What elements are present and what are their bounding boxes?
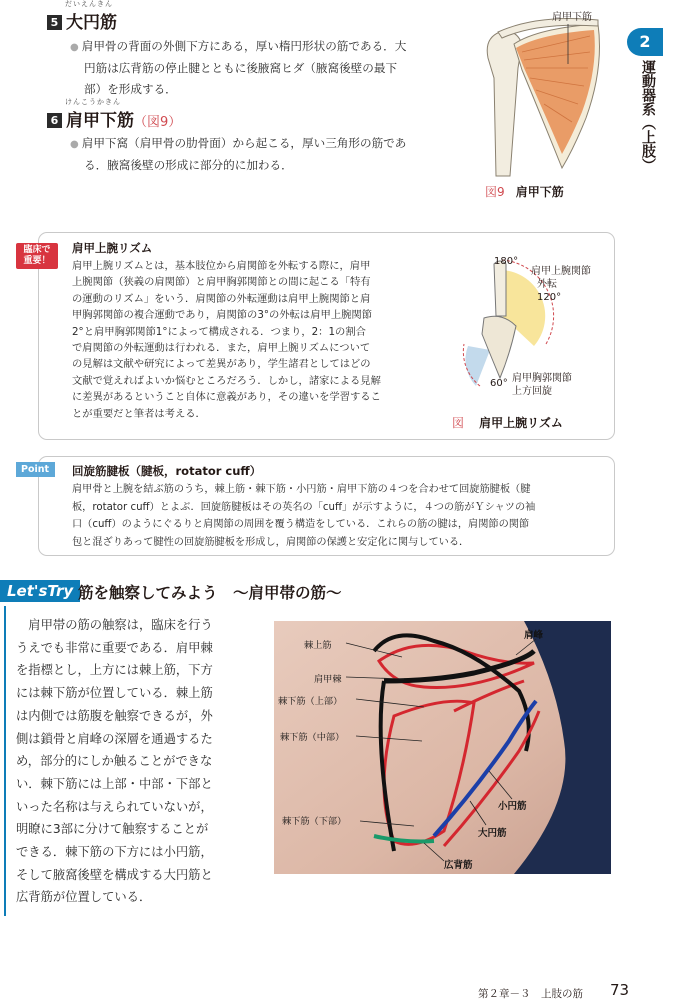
clinical-line: 上腕関節（狭義の肩関節）と肩甲胸郭関節との間に起こる「特有 xyxy=(72,276,371,289)
bullet-icon: ● xyxy=(70,42,79,53)
clinical-label xyxy=(16,243,58,269)
st-label xyxy=(512,372,572,398)
photo-label-infraspinatus-upper: 棘下筋（上部） xyxy=(278,696,343,707)
section-5-body xyxy=(70,36,450,100)
lets-try-line: 側は鎖骨と肩峰の深層を通過するた xyxy=(16,731,213,746)
photo-label-spine: 肩甲棘 xyxy=(314,674,342,685)
page-number: 73 xyxy=(610,981,630,999)
photo-label-infraspinatus-middle: 棘下筋（中部） xyxy=(280,732,345,743)
section-5-line: 部）を形成する． xyxy=(84,82,177,96)
lets-try-line: いった名称は与えられていないが， xyxy=(16,799,213,814)
figure-9-label: 肩甲下筋 xyxy=(552,12,592,23)
clinical-line: に差異があるということ自体に意義があり，その違いを学習するこ xyxy=(72,391,381,404)
lets-try-line: め，部分的にしか触ることができな xyxy=(16,754,213,769)
clinical-line: 2°と肩甲胸郭関節1°によって構成される．つまり，2：1の割合 xyxy=(72,325,366,338)
subscapularis-illustration xyxy=(478,8,628,178)
clinical-line: の見解は文献や研究によって差異があり，学生諸君としてはどの xyxy=(72,358,371,371)
lets-try-line: 肩甲帯の筋の触察は，臨床を行う xyxy=(16,618,213,632)
palpation-photo xyxy=(274,621,611,874)
section-6-line: る．腋窩後壁の形成に部分的に加わる． xyxy=(84,158,293,172)
section-5-ruby: だいえんきん xyxy=(65,0,113,8)
rhythm-caption xyxy=(452,412,563,431)
section-6-line: 肩甲下窩（肩甲骨の肋骨面）から起こる，厚い三角形の筋であ xyxy=(81,136,407,150)
figure-9-caption-text: 肩甲下筋 xyxy=(515,185,564,199)
section-6-number: 6 xyxy=(47,113,62,128)
section-6-ruby: けんこうかきん xyxy=(65,98,121,106)
clinical-line: で肩関節の外転運動は行われる．また，肩甲上腕リズムについて xyxy=(72,342,371,355)
lets-try-title: 筋を触察してみよう ～肩甲帯の筋～ xyxy=(78,584,342,602)
photo-label-latissimus: 広背筋 xyxy=(444,860,473,871)
clinical-body xyxy=(72,258,417,422)
clinical-line: 甲胸郭関節の複合運動であり，肩関節の3°の外転は肩甲上腕関節 xyxy=(72,309,373,322)
gh-label-line: 肩甲上腕関節 xyxy=(531,266,591,277)
lets-try-label: Let'sTry xyxy=(0,580,80,602)
st-label-line: 上方回旋 xyxy=(512,386,552,397)
section-6-heading xyxy=(47,98,182,131)
lets-try-rule xyxy=(4,606,6,916)
point-line: 肩甲骨と上腕を結ぶ筋のうち，棘上筋・棘下筋・小円筋・肩甲下筋の４つを合わせて回旋筋腱板（腱 xyxy=(72,484,531,495)
angle-60-label: 60° xyxy=(490,378,508,389)
clinical-label-line: 重要！ xyxy=(23,256,51,266)
clinical-line: 文献で覚えればよいか悩むところだろう．しかし，諸家による見解 xyxy=(72,374,381,387)
st-label-line: 肩甲胸郭関節 xyxy=(512,373,572,384)
bullet-icon: ● xyxy=(70,139,79,150)
lets-try-header xyxy=(8,578,663,579)
lets-try-line: い．棘下筋には上部・中部・下部と xyxy=(16,776,213,791)
lets-try-line: 明瞭に3部に分けて触察することが xyxy=(16,822,209,837)
angle-180-label: 180° xyxy=(494,256,519,267)
lets-try-line: できる．棘下筋の下方には小円筋， xyxy=(16,845,213,860)
section-5-heading xyxy=(47,0,117,33)
lets-try-line: 広背筋が位置している． xyxy=(16,890,152,905)
point-title: 回旋筋腱板（腱板，rotator cuff） xyxy=(72,464,262,478)
gh-label xyxy=(531,265,591,304)
section-5-line: 円筋は広背筋の停止腱とともに後腋窩ヒダ（腋窩後壁の最下 xyxy=(84,61,398,75)
photo-label-acromion: 肩峰 xyxy=(524,630,544,641)
figure-9-reference: （図9） xyxy=(134,115,182,130)
rhythm-caption-ref: 図 xyxy=(452,416,465,430)
photo-label-teres-minor: 小円筋 xyxy=(498,801,527,812)
photo-label-supraspinatus: 棘上筋 xyxy=(304,640,332,651)
point-line: 口（cuff）のようにぐるりと肩関節の周囲を覆う構造をしている．これらの筋の腱は，肩関節の関節 xyxy=(72,519,530,530)
section-6-body xyxy=(70,133,450,176)
chapter-number-tab: 2 xyxy=(627,28,663,56)
footer-chapter: 第２章－３ 上肢の筋 xyxy=(478,988,583,1000)
figure-9-caption xyxy=(485,181,564,200)
figure-9-caption-ref: 図9 xyxy=(485,185,505,199)
clinical-label-line: 臨床で xyxy=(23,245,51,255)
chapter-title-tab: 運動器系（上肢） xyxy=(640,60,656,172)
point-label: Point xyxy=(16,462,55,477)
clinical-line: とが重要だと筆者は考える． xyxy=(72,407,206,420)
point-line: 板，rotator cuff）とよぶ．回旋筋腱板はその英名の「cuff」が示すように，４つの筋がＹシャツの袖 xyxy=(72,501,536,513)
section-5-number: 5 xyxy=(47,15,62,30)
palpation-photo-drawing xyxy=(274,621,611,874)
section-5-line: 肩甲骨の背面の外側下方にある，厚い楕円形状の筋である．大 xyxy=(81,39,407,53)
clinical-title: 肩甲上腕リズム xyxy=(72,241,153,255)
rhythm-caption-text: 肩甲上腕リズム xyxy=(479,416,563,430)
lets-try-line: を指標とし，上方には棘上筋，下方 xyxy=(16,663,213,678)
point-line: 包と混ざりあって腱性の回旋筋腱板を形成し，肩関節の保護と安定化に関与している． xyxy=(72,536,470,548)
photo-label-teres-major: 大円筋 xyxy=(478,828,507,839)
clinical-line: の運動のリズム」をいう．肩関節の外転運動は肩甲上腕関節と肩 xyxy=(72,292,371,305)
clinical-line: 肩甲上腕リズムとは，基本肢位から肩関節を外転する際に，肩甲 xyxy=(72,260,371,272)
angle-120-label: 120° xyxy=(537,292,562,303)
gh-label-line: 外転 xyxy=(537,279,557,290)
lets-try-line: うえでも非常に重要である．肩甲棘 xyxy=(16,640,213,655)
lets-try-line: そして腋窩後壁を構成する大円筋と xyxy=(16,867,213,882)
point-body xyxy=(72,481,607,551)
lets-try-line: には棘下筋が位置している．棘上筋 xyxy=(16,686,213,701)
section-5-title: 大円筋 xyxy=(66,13,117,33)
section-6-title: 肩甲下筋 xyxy=(66,111,134,131)
lets-try-line: は内側では筋腹を触察できるが，外 xyxy=(16,708,213,723)
lets-try-body xyxy=(16,614,256,909)
photo-label-infraspinatus-lower: 棘下筋（下部） xyxy=(282,816,347,827)
